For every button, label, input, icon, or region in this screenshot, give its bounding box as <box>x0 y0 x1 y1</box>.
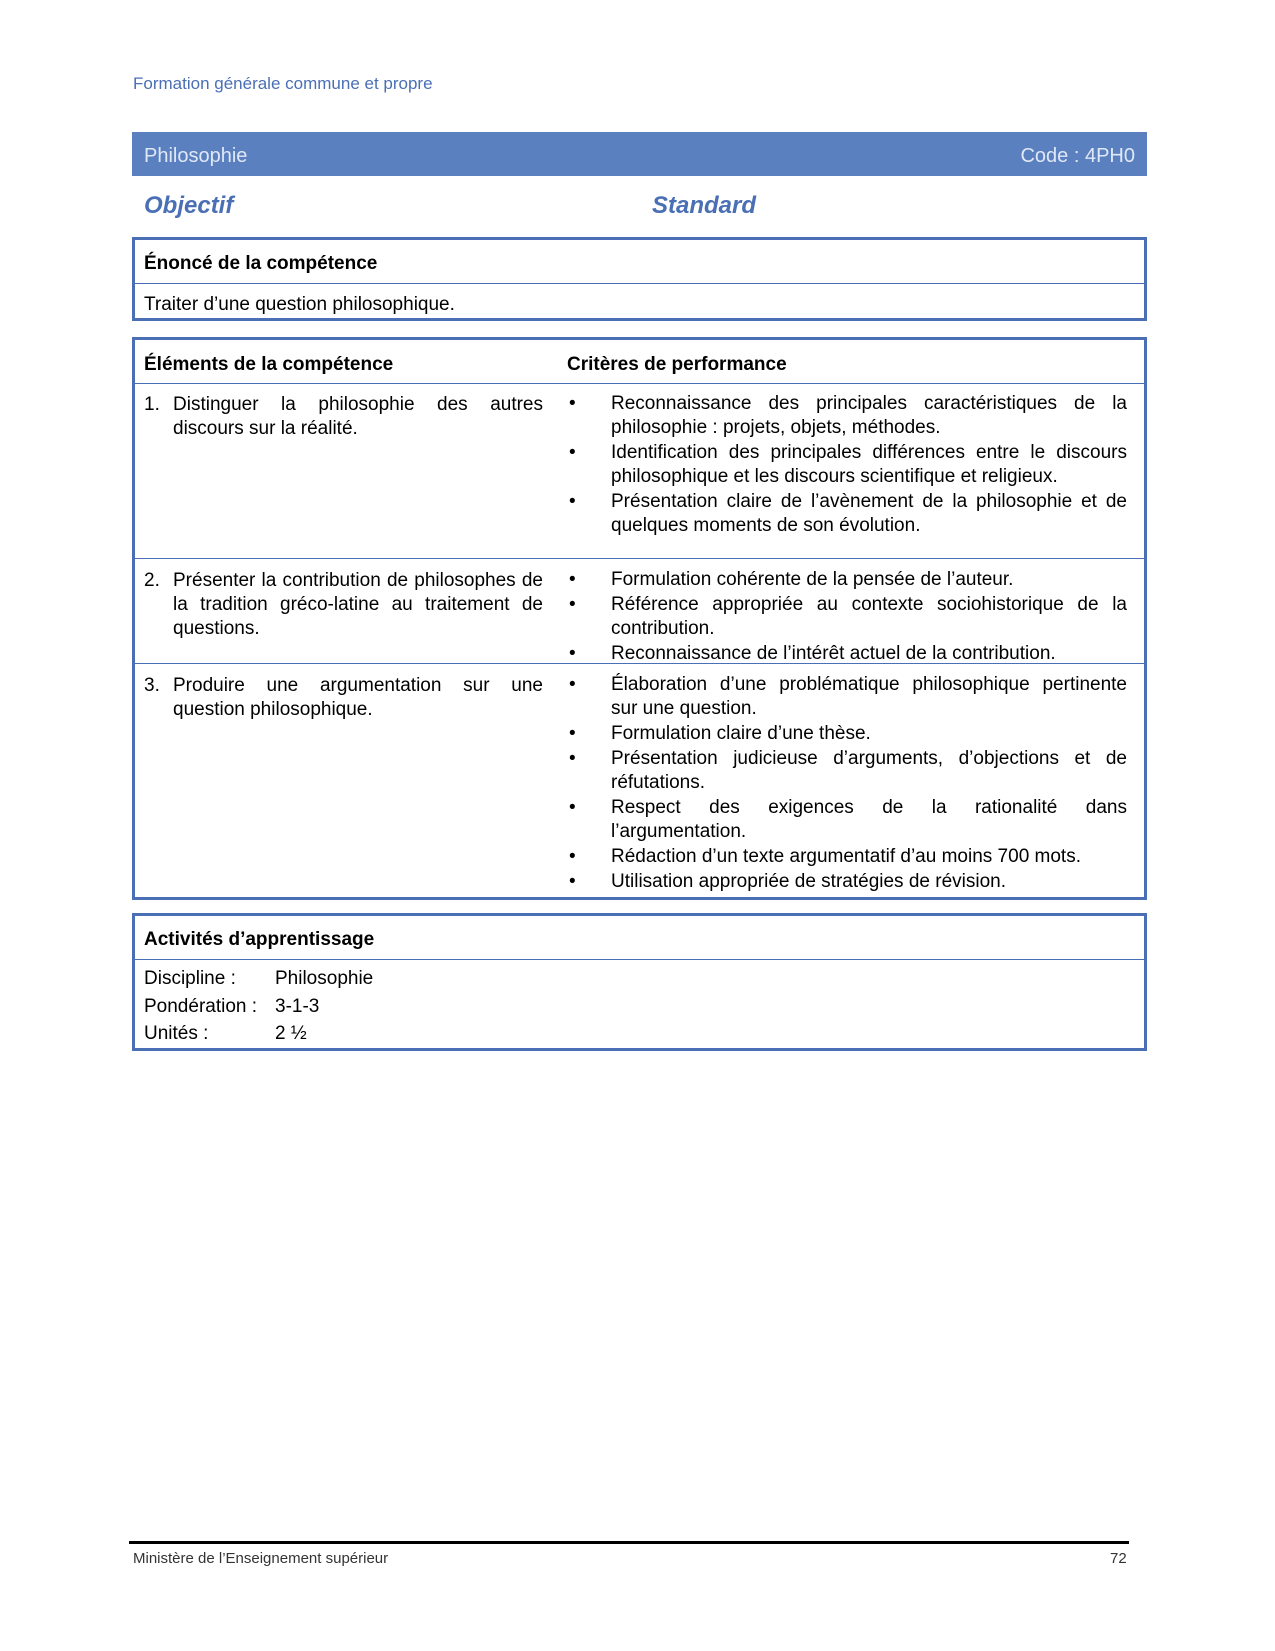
objective-heading: Objectif <box>144 192 234 219</box>
course-code: Code : 4PH0 <box>1020 145 1135 167</box>
element-number: 2. <box>144 570 160 591</box>
ponderation-label: Pondération : <box>144 996 258 1017</box>
running-header: Formation générale commune et propre <box>133 74 433 93</box>
bullet-icon: • <box>569 748 576 769</box>
table-divider <box>135 663 1144 664</box>
criterion-item: • Présentation judicieuse d’arguments, d’objections et de réfutations. <box>569 748 1127 793</box>
course-banner <box>132 132 1147 176</box>
course-title: Philosophie <box>144 145 248 167</box>
discipline-value: Philosophie <box>275 968 374 989</box>
unites-value: 2 ½ <box>275 1023 307 1044</box>
element-number: 3. <box>144 675 160 696</box>
criterion-item: • Formulation claire d’une thèse. <box>569 723 871 744</box>
enonce-heading: Énoncé de la compétence <box>144 253 378 274</box>
bullet-icon: • <box>569 393 576 414</box>
standard-heading: Standard <box>652 192 757 219</box>
criteria-column-heading: Critères de performance <box>567 354 787 375</box>
element-text: Distinguer la philosophie des autres discours sur la réalité. <box>173 394 543 439</box>
element-text: Présenter la contribution de philosophes de la tradition gréco-latine au traitement de questions. <box>173 570 543 639</box>
bullet-icon: • <box>569 643 576 664</box>
bullet-icon: • <box>569 442 576 463</box>
element-text: Produire une argumentation sur une question philosophique. <box>173 675 543 720</box>
bullet-icon: • <box>569 491 576 512</box>
discipline-label: Discipline : <box>144 968 236 989</box>
criterion-item: • Reconnaissance de l’intérêt actuel de la contribution. <box>569 643 1056 664</box>
criteria-list-2 <box>567 568 1127 667</box>
unites-label: Unités : <box>144 1023 209 1044</box>
objective-standard-row <box>144 192 1144 222</box>
criterion-item: • Respect des exigences de la rationalité dans l’argumentation. <box>569 797 1127 842</box>
page-number: 72 <box>1110 1550 1127 1567</box>
enonce-divider <box>135 283 1144 284</box>
ponderation-value: 3-1-3 <box>275 996 320 1017</box>
activites-divider <box>135 959 1144 960</box>
unites-row <box>144 1023 307 1045</box>
criteria-list-3 <box>567 673 1127 895</box>
footer-rule <box>129 1541 1129 1544</box>
bullet-icon: • <box>569 569 576 590</box>
bullet-icon: • <box>569 846 576 867</box>
enonce-box <box>132 237 1147 321</box>
criterion-item: • Rédaction d’un texte argumentatif d’au moins 700 mots. <box>569 846 1081 867</box>
element-number: 1. <box>144 394 160 415</box>
bullet-icon: • <box>569 871 576 892</box>
ponderation-row <box>144 996 319 1018</box>
activites-box <box>132 913 1147 1051</box>
criterion-item: • Identification des principales différences entre le discours philosophique et les discours scientifique et religieux. <box>569 442 1127 487</box>
criterion-item: • Utilisation appropriée de stratégies de révision. <box>569 871 1006 892</box>
criterion-item: • Formulation cohérente de la pensée de l’auteur. <box>569 569 1014 590</box>
elements-criteria-table <box>132 337 1147 900</box>
criterion-item: • Reconnaissance des principales caractéristiques de la philosophie : projets, objets, méthodes. <box>569 393 1127 438</box>
enonce-text: Traiter d’une question philosophique. <box>144 294 455 315</box>
bullet-icon: • <box>569 674 576 695</box>
table-divider <box>135 383 1144 384</box>
bullet-icon: • <box>569 723 576 744</box>
criteria-list-1 <box>567 392 1127 539</box>
table-divider <box>135 558 1144 559</box>
elements-column-heading: Éléments de la compétence <box>144 354 394 375</box>
criterion-item: • Élaboration d’une problématique philosophique pertinente sur une question. <box>569 674 1127 719</box>
bullet-icon: • <box>569 797 576 818</box>
discipline-row <box>144 968 373 990</box>
activites-heading: Activités d’apprentissage <box>144 929 375 950</box>
criterion-item: • Présentation claire de l’avènement de la philosophie et de quelques moments de son évolution. <box>569 491 1127 536</box>
bullet-icon: • <box>569 594 576 615</box>
footer-ministry: Ministère de l’Enseignement supérieur <box>133 1550 389 1567</box>
criterion-item: • Référence appropriée au contexte sociohistorique de la contribution. <box>569 594 1127 639</box>
